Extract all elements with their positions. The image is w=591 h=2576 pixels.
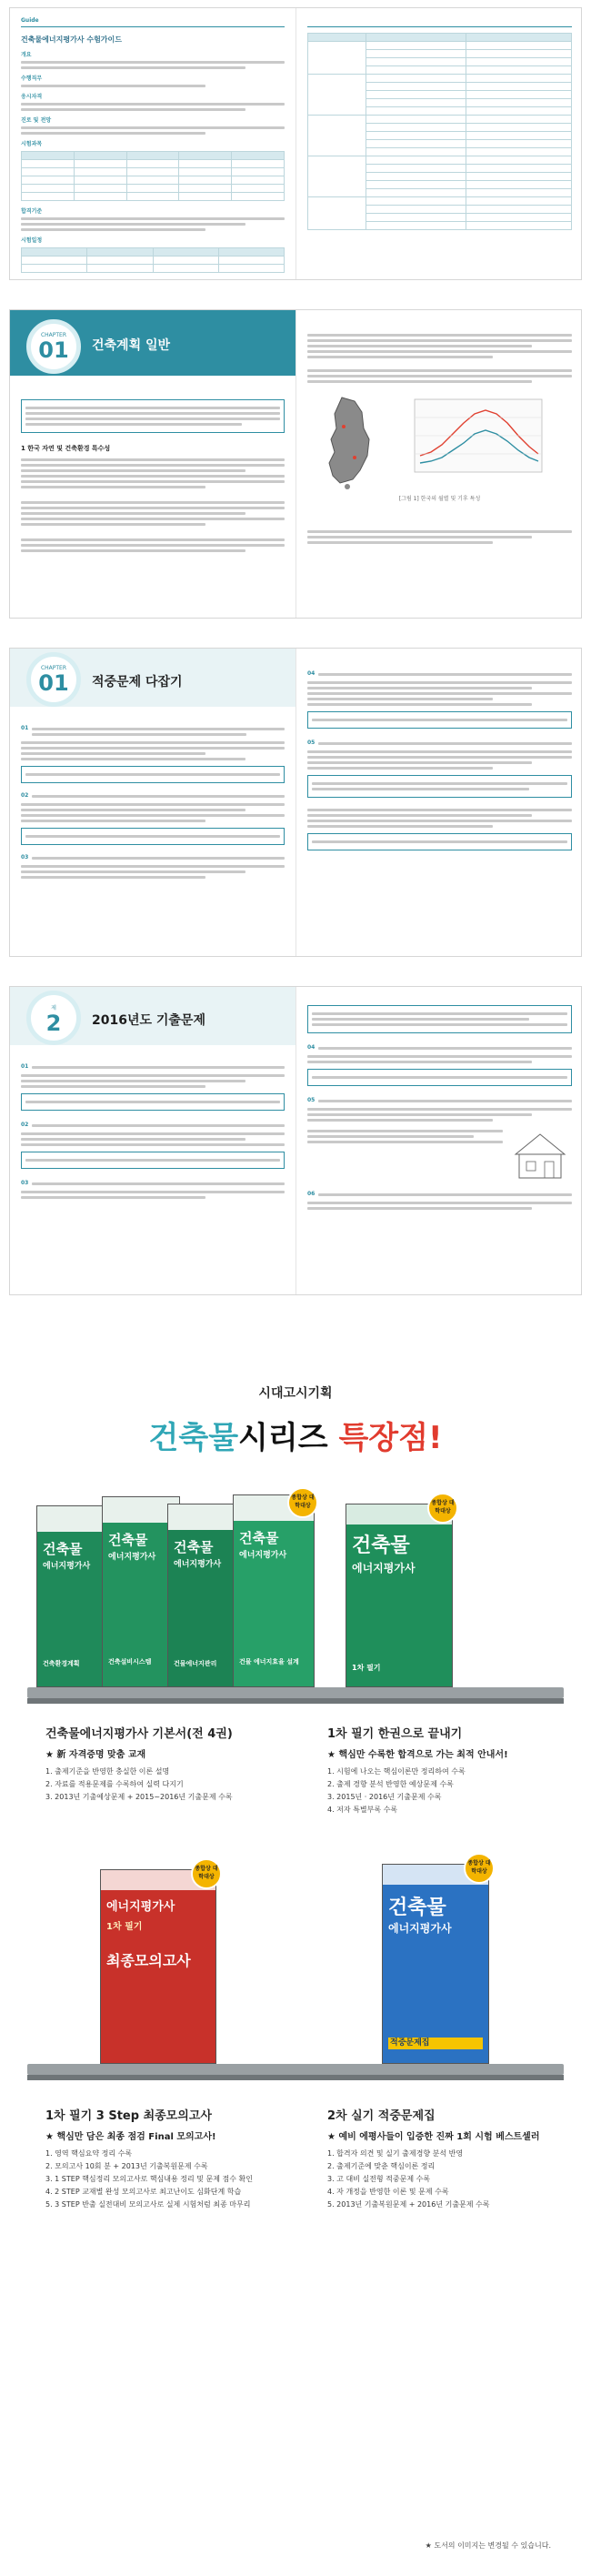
promo-list-item: 3. 2013년 기출예상문제 + 2015~2016년 기출문제 수록	[45, 1793, 233, 1801]
building-diagram-illustration	[508, 1127, 572, 1182]
question-number: 04	[307, 670, 316, 677]
promo-list-item: 3. 2015년 · 2016년 기출문제 수록	[327, 1793, 442, 1801]
guide-left-page	[10, 8, 296, 279]
chapter-spread	[9, 309, 582, 619]
promo-list-item: 2. 출제 경향 분석 반영한 예상문제 수록	[327, 1780, 454, 1788]
award-badge: 종합상 대학대상	[191, 1858, 222, 1889]
practice-left-page	[10, 649, 296, 956]
bottom-shelf	[27, 2064, 564, 2075]
promo-list-item: 2. 모의고사 10회 분 + 2013년 기출복원문제 수록	[45, 2162, 208, 2170]
running-header: Guide	[21, 17, 39, 24]
promo-list-item: 4. 2 STEP 교재별 완성 모의고사로 최고난이도 심화단계 학습	[45, 2188, 242, 2196]
book-cover: 건축물 에너지평가사 건물에너지관리	[167, 1504, 245, 1687]
question-number: 01	[21, 725, 29, 731]
promo-list-item: 4. 자 개정을 반영한 이론 및 문제 수록	[327, 2188, 449, 2196]
question-number: 05	[307, 1097, 316, 1103]
promo-block-title: 2차 실기 적중문제집	[327, 2109, 436, 2123]
promo-list-item: 2. 출제기준에 맞춘 핵심이론 정리	[327, 2162, 436, 2170]
section-header: 개요	[21, 52, 32, 58]
promo-block-sub: ★ 예비 에평사들이 입증한 진짜 1회 시험 베스트셀러	[327, 2132, 540, 2142]
book-cover: 에너지평가사 1차 필기 최종모의고사	[100, 1869, 216, 2064]
promo-block-title: 건축물에너지평가사 기본서(전 4권)	[45, 1727, 233, 1741]
promo-list-item: 5. 2013년 기출복원문제 + 2016년 기출문제 수록	[327, 2200, 490, 2209]
past-exam-right-page	[296, 987, 583, 1294]
chapter-intro-box	[21, 399, 285, 433]
question-number: 01	[21, 1063, 29, 1070]
section-header: 시험과목	[21, 141, 43, 147]
promo-section	[0, 1342, 591, 2576]
section-header: 응시자격	[21, 94, 43, 100]
book-cover: 건축물 에너지평가사 건축설비시스템	[102, 1496, 180, 1687]
syllabus-table	[307, 33, 572, 230]
promo-block-onebook	[327, 1724, 564, 1816]
promo-title: 건축물시리즈 특장점!	[148, 1420, 443, 1456]
section-header: 수행직무	[21, 75, 43, 82]
question-number: 03	[21, 1180, 29, 1186]
book-cover: 건축물 에너지평가사 건물 에너지효율 설계	[233, 1494, 315, 1687]
book-cover: 건축물 에너지평가사 1차 필기	[346, 1504, 453, 1687]
award-badge: 종합상 대학대상	[427, 1493, 458, 1524]
chapter-title: 건축계획 일반	[92, 338, 171, 353]
top-book-display	[36, 1487, 555, 1706]
promo-list-item: 1. 출제기준을 반영한 충실한 이론 설명	[45, 1767, 170, 1776]
publisher-name: 시대고시기획	[258, 1386, 333, 1401]
promo-list-item: 4. 저자 특별부록 수록	[327, 1806, 398, 1814]
promo-list-item: 2. 자료를 적용문제를 수록하여 실력 다지기	[45, 1780, 184, 1788]
past-exam-spread	[9, 986, 582, 1295]
page-title: 건축물에너지평가사 수험가이드	[21, 35, 122, 44]
question-number: 05	[307, 740, 316, 746]
subject-table	[21, 151, 285, 201]
past-exam-left-page	[10, 987, 296, 1294]
promo-list-item: 3. 고 대비 실전형 적중문제 수록	[327, 2175, 431, 2183]
promo-block-sub: ★ 핵심만 수록한 합격으로 가는 최적 안내서!	[327, 1750, 508, 1760]
question-number: 02	[21, 792, 29, 799]
part-badge: 제 2	[26, 991, 81, 1045]
exam-title: 2016년도 기출문제	[92, 1013, 205, 1028]
promo-list-item: 1. 시험에 나오는 핵심이론만 정리하여 수록	[327, 1767, 466, 1776]
korea-map-illustration	[307, 392, 389, 492]
book-cover: 건축물 에너지평가사 적중문제집	[382, 1864, 489, 2064]
body-heading: 1 한국 자연 및 건축환경 특수성	[21, 445, 111, 452]
chapter-badge: CHAPTER 01	[26, 652, 81, 707]
question-number: 04	[307, 1044, 316, 1051]
climate-chart-illustration	[396, 392, 551, 492]
promo-block-sub: ★ 新 자격증명 맞춤 교재	[45, 1750, 146, 1760]
promo-list-item: 5. 3 STEP 반출 실전대비 모의고사로 실제 시험처럼 최종 마무리	[45, 2200, 251, 2209]
chapter-badge: CHAPTER 01	[26, 319, 81, 374]
book-cover: 건축물 에너지평가사 건축환경계획	[36, 1505, 115, 1687]
chapter-title: 적중문제 다잡기	[92, 675, 183, 689]
practice-right-page	[296, 649, 583, 956]
promo-block-practical	[327, 2106, 564, 2211]
promo-list-item: 1. 영역 핵심요약 정리 수록	[45, 2149, 133, 2158]
practice-spread	[9, 648, 582, 957]
promo-block-mock	[45, 2106, 291, 2211]
top-shelf	[27, 1687, 564, 1698]
promo-list-item: 1. 합격자 의견 및 실기 출제경향 분석 반영	[327, 2149, 464, 2158]
question-number: 02	[21, 1122, 29, 1128]
chapter-left-page	[10, 310, 296, 618]
promo-block-title: 1차 필기 3 Step 최종모의고사	[45, 2109, 212, 2123]
figure-caption: [그림 1] 한국의 월별 및 기후 특성	[398, 496, 481, 502]
section-header: 합격기준	[21, 208, 43, 215]
promo-list-item: 3. 1 STEP 핵심정리 모의고사로 핵심내용 정리 및 문제 점수 확인	[45, 2175, 254, 2183]
promo-block-sub: ★ 핵심만 담은 최종 점검 Final 모의고사!	[45, 2132, 216, 2142]
award-badge: 종합상 대학대상	[464, 1853, 495, 1884]
promo-block-title: 1차 필기 한권으로 끝내기	[327, 1727, 463, 1741]
image-disclaimer: ★ 도서의 이미지는 변경될 수 있습니다.	[425, 2541, 551, 2550]
guide-spread	[9, 7, 582, 280]
award-badge: 종합상 대학대상	[287, 1487, 318, 1518]
section-header: 시험일정	[21, 237, 43, 244]
guide-right-page	[296, 8, 583, 279]
promo-block-basic	[45, 1724, 282, 1804]
section-header: 진로 및 전망	[21, 117, 52, 124]
question-number: 03	[21, 854, 29, 860]
bottom-book-display	[36, 1851, 555, 2088]
question-number: 06	[307, 1191, 316, 1197]
schedule-table	[21, 247, 285, 273]
chapter-right-page	[296, 310, 583, 618]
